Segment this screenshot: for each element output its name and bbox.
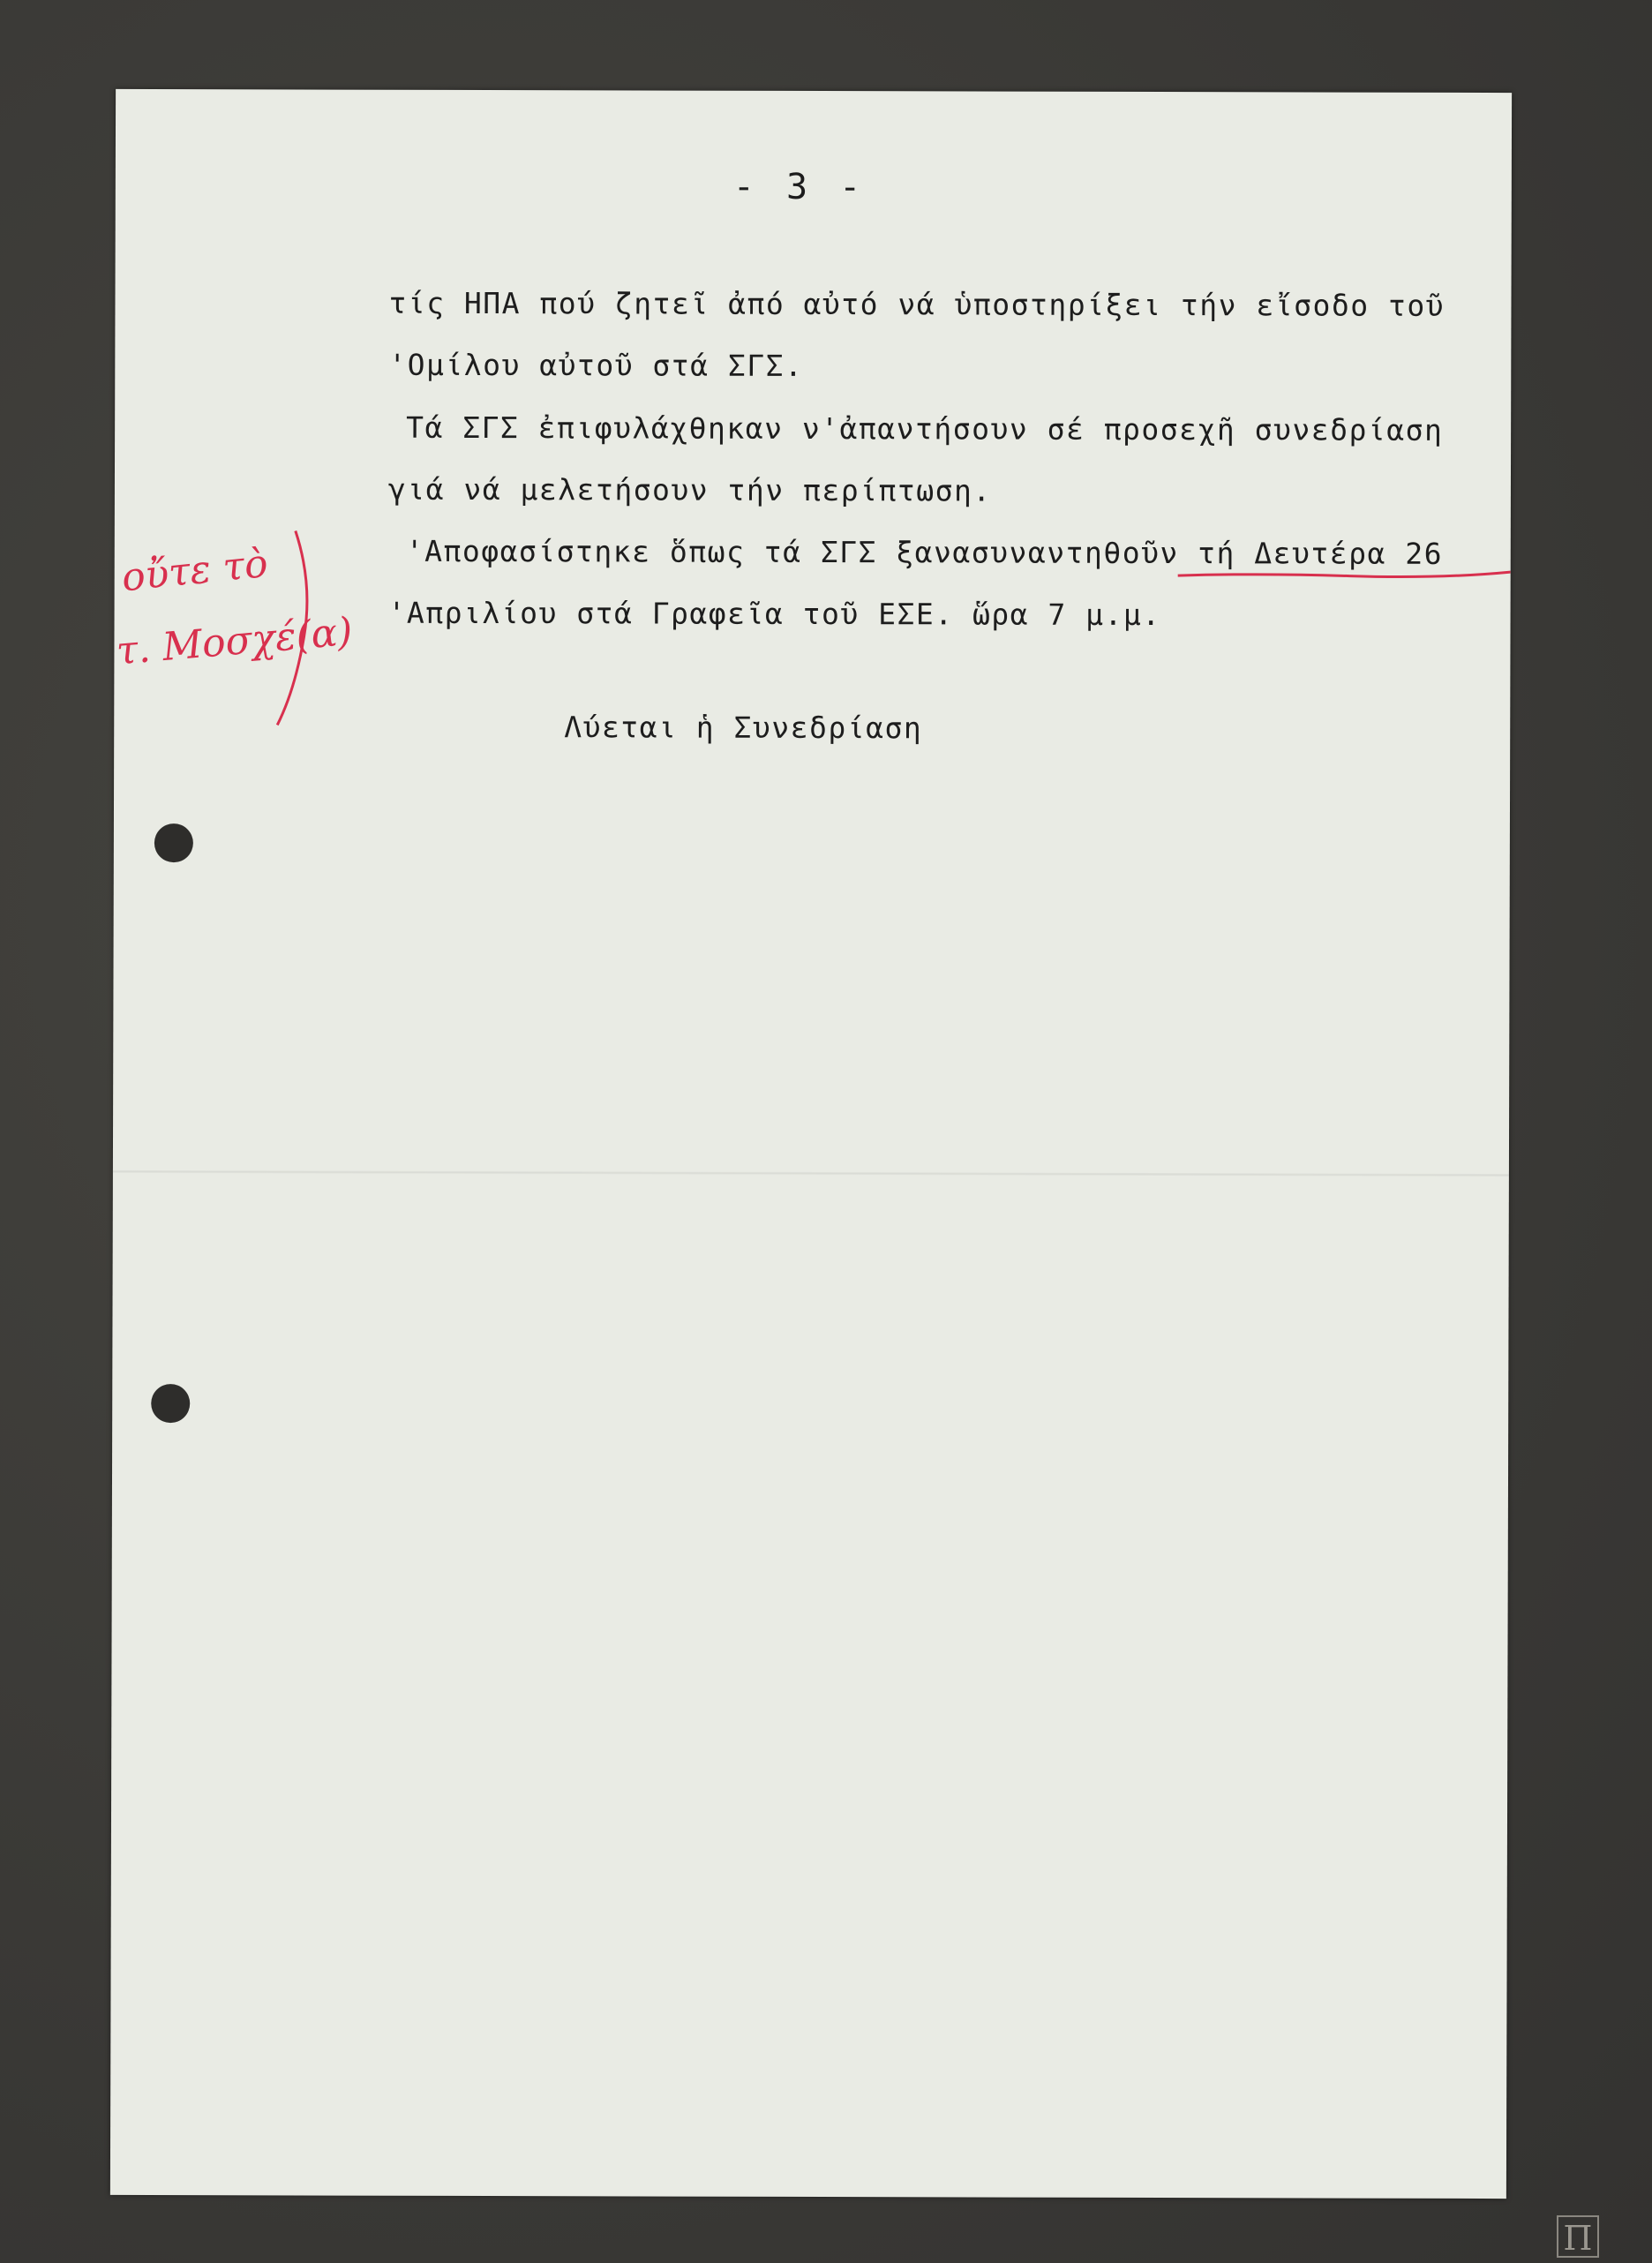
text-line: τίς ΗΠΑ πού ζητεῖ ἀπό αὐτό νά ὑποστηρίξει τήν εἴσοδο τοῦ: [388, 285, 1446, 323]
handwritten-markings: [110, 89, 1512, 2199]
page-number: - 3 -: [732, 166, 867, 208]
punch-hole: [151, 1384, 190, 1423]
margin-note-line: οὔτε τὸ: [119, 540, 270, 601]
closing-line: Λύεται ἡ Συνεδρίαση: [564, 710, 923, 746]
margin-note-line: τ. Μοσχέ(α): [114, 609, 355, 674]
paper-fold: [113, 1170, 1509, 1177]
archive-stamp: Π: [1557, 2215, 1599, 2258]
text-line: 'Απριλίου στά Γραφεῖα τοῦ ΕΣΕ. ὥρα 7 μ.μ.: [387, 595, 1161, 633]
punch-hole: [154, 823, 193, 862]
text-line: Τά ΣΓΣ ἐπιφυλάχθηκαν ν'ἀπαντήσουν σέ προσεχῆ συνεδρίαση: [406, 410, 1444, 447]
red-underline: [1178, 571, 1511, 577]
text-line: 'Ομίλου αὐτοῦ στά ΣΓΣ.: [388, 347, 804, 383]
text-line: γιά νά μελετήσουν τήν περίπτωση.: [387, 471, 992, 508]
document-page: [110, 89, 1512, 2199]
text-line: 'Αποφασίστηκε ὅπως τά ΣΓΣ ξανασυναντηθοῦν τή Δευτέρα 26: [405, 533, 1444, 571]
